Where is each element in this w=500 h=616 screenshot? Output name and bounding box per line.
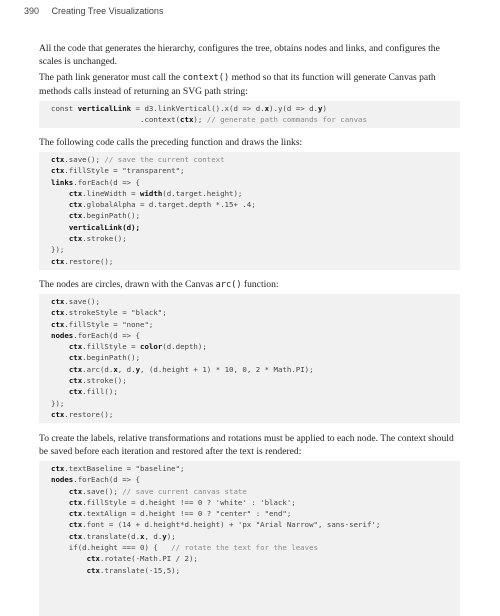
code-line: ctx.fillStyle = d.height !== 0 ? 'white' : 'black'; <box>68 497 296 507</box>
code-line: ctx.fillStyle = "none"; <box>51 319 154 329</box>
code-line: ctx.fillStyle = color(d.depth); <box>68 342 207 352</box>
code-line: ctx.save(); // save the current context <box>51 155 225 164</box>
code-block-draw-links <box>39 152 460 270</box>
code-line: ctx.translate(-15,5); <box>86 565 181 575</box>
inline-code: arc() <box>215 280 242 290</box>
code-line: ctx.textBaseline = "baseline"; <box>51 464 185 473</box>
code-line: ctx.restore(); <box>51 409 114 419</box>
running-title: Creating Tree Visualizations <box>51 6 164 16</box>
code-line: ctx.save(); <box>51 297 100 306</box>
paragraph-text: The nodes are circles, drawn with the Canvas <box>39 279 216 290</box>
code-line: ctx.stroke(); <box>68 234 127 244</box>
paragraph-text: method so that its function will generate Canvas path methods calls instead of returning an SVG path string: <box>39 72 436 97</box>
code-line: ctx.globalAlpha = d.target.depth *.15+ .4; <box>68 200 256 210</box>
code-line: nodes.forEach(d => { <box>51 475 140 485</box>
code-line: const verticalLink = d3.linkVertical().x(d => d.x).y(d => d.y) <box>51 104 327 113</box>
code-line: ctx.save(); // save current canvas state <box>68 486 247 496</box>
code-block-link-generator <box>39 101 460 128</box>
code-line: ctx.strokeStyle = "black"; <box>51 308 167 318</box>
code-line: }); <box>51 245 65 255</box>
code-line: ctx.stroke(); <box>68 376 127 386</box>
code-line: ctx.restore(); <box>51 256 114 266</box>
code-line: ctx.font = (14 + d.height*d.height) + 'px "Arial Narrow", sans-serif'; <box>68 520 381 530</box>
code-line: ctx.beginPath(); <box>68 353 141 363</box>
paragraph-nodes <box>39 278 459 292</box>
code-line: .context(ctx); // generate path commands for canvas <box>51 115 367 125</box>
code-line: links.forEach(d => { <box>51 177 140 187</box>
paragraph-draw-links: The following code calls the preceding function and draws the links: <box>39 137 303 148</box>
code-line: ctx.lineWidth = width(d.target.height); <box>68 188 243 198</box>
code-line: ctx.rotate(-Math.PI / 2); <box>86 554 198 564</box>
code-line: nodes.forEach(d => { <box>51 330 140 340</box>
code-line: if(d.height === 0) { // rotate the text for the leaves <box>51 543 318 553</box>
paragraph-unchanged: All the code that generates the hierarchy, configures the tree, obtains nodes and links, and configures the scales is unchanged. <box>39 43 440 67</box>
code-block-draw-nodes <box>39 294 460 423</box>
paragraph-text: The path link generator must call the <box>39 72 183 83</box>
paragraph-labels: To create the labels, relative transformations and rotations must be applied to each node. The context should be saved before each iteration and restored after the text is rendered: <box>39 433 454 457</box>
code-block-draw-labels <box>39 461 460 616</box>
code-line: ctx.fill(); <box>68 387 118 397</box>
paragraph-text: function: <box>241 279 279 290</box>
running-header <box>24 6 163 16</box>
inline-code: context() <box>182 73 230 83</box>
code-line: ctx.arc(d.x, d.y, (d.height + 1) * 10, 0, 2 * Math.PI); <box>68 364 314 374</box>
code-line: ctx.beginPath(); <box>68 211 141 221</box>
paragraph-link-generator <box>39 71 459 98</box>
page-number: 390 <box>24 6 40 16</box>
code-line: }); <box>51 398 65 408</box>
code-line: ctx.textAlign = d.height !== 0 ? "center" : "end"; <box>68 509 292 519</box>
code-line: ctx.fillStyle = "transparent"; <box>51 166 185 176</box>
code-line: verticalLink(d); <box>68 222 141 232</box>
code-line: ctx.translate(d.x, d.y); <box>68 531 176 541</box>
